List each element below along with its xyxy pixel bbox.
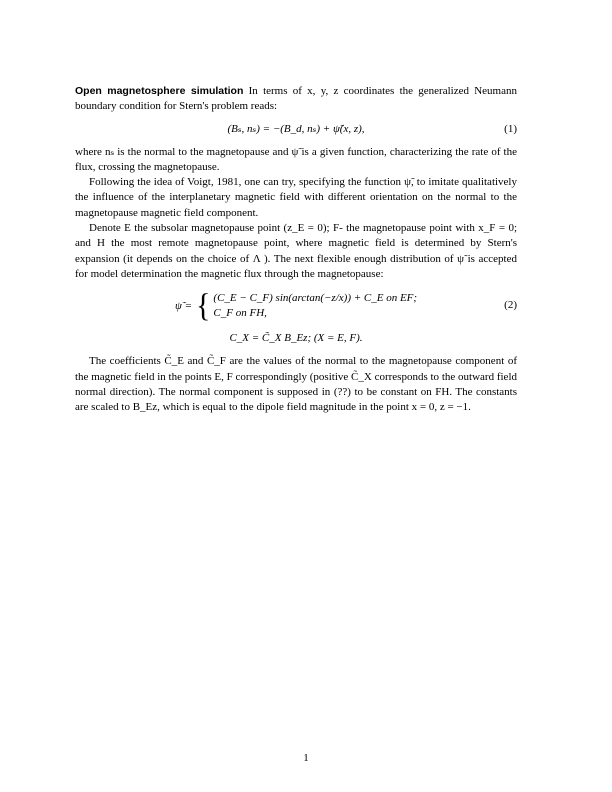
equation-2-case-lines — [213, 291, 417, 321]
equation-2 — [75, 288, 517, 324]
paragraph-5: The coefficients C̃_E and C̃_F are the values of the normal to the magnetopause component of the magnetic field in the points E, F correspondingly (positive C̃_X corresponds to the outward field normal direction). The normal component is supposed in (??) to be constant on FH. The constants are scaled to B_Ez, which is equal to the dipole field magnitude in the point x = 0, z = −1. — [75, 355, 517, 414]
page-number: 1 — [303, 752, 309, 764]
equation-2-case-2: C_F on FH, — [213, 307, 267, 320]
equation-2-cases — [175, 288, 417, 324]
paragraph-3: Following the idea of Voigt, 1981, one can try, specifying the function ψ̃, to imitate qualitatively the influence of the interplanetary magnetic field with different orientation on the normal to the magnetopause magnetic field component. — [75, 176, 517, 219]
body-text — [75, 84, 517, 415]
equation-2-lhs: ψ̃ = — [175, 299, 193, 312]
equation-1-number: (1) — [504, 122, 517, 135]
equation-1-content: (Bₛ, nₛ) = −(B_d, nₛ) + ψ̃(x, z), — [227, 122, 365, 135]
equation-1 — [75, 119, 517, 141]
paragraph-1-text: In terms of x, y, z coordinates the generalized Neumann boundary condition for Stern's problem reads: — [75, 85, 517, 113]
equation-2-case-1: (C_E − C_F) sin(arctan(−z/x)) + C_E on EF; — [213, 292, 418, 305]
equation-3 — [75, 328, 517, 350]
equation-2-number: (2) — [504, 299, 517, 312]
equation-3-content: C_X = C̃_X B_Ez; (X = E, F). — [229, 332, 363, 345]
paragraph-1 — [75, 84, 517, 115]
paragraph-4: Denote E the subsolar magnetopause point (z_E = 0); F- the magnetopause point with x_F = 0; and H the most remote magnetopause point, where magnetic field is determined by Stern's expansion (it depends on the choice of Λ ). The next flexible enough distribution of ψ̃ is accepted for model determination the magnetic flux through the magnetopause: — [75, 222, 517, 280]
left-brace-icon: { — [196, 287, 211, 324]
section-heading: Open magnetosphere simulation — [75, 85, 244, 97]
paragraph-2: where nₛ is the normal to the magnetopause and ψ̃ is a given function, characterizing the rate of the flux, crossing the magnetopause. — [75, 145, 517, 173]
